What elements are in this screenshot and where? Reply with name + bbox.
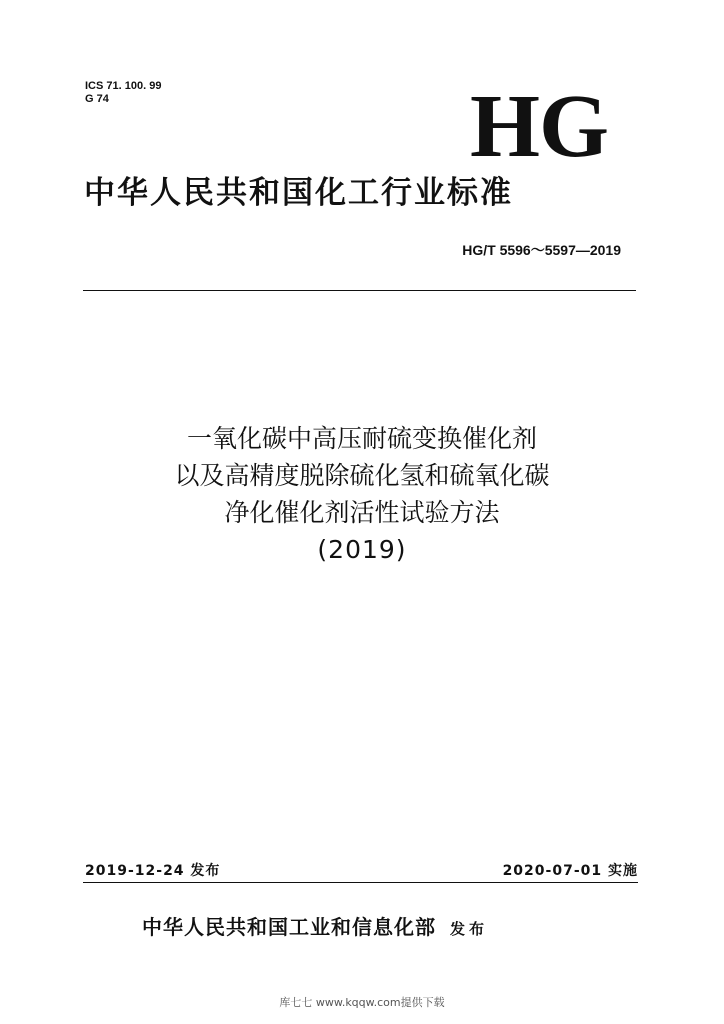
implementation-date: 2020-07-01 实施 bbox=[502, 863, 638, 879]
bottom-divider bbox=[83, 882, 638, 883]
top-divider bbox=[83, 290, 636, 291]
ics-code: ICS 71. 100. 99 bbox=[85, 80, 162, 92]
document-title bbox=[0, 420, 724, 568]
title-year: (2019) bbox=[317, 535, 407, 564]
standard-category-title: 中华人民共和国化工行业标准 bbox=[84, 175, 513, 211]
download-source-footer: 库七七 www.kqqw.com提供下载 bbox=[279, 996, 445, 1009]
issuing-action: 发布 bbox=[450, 920, 489, 938]
hg-logo: HG bbox=[470, 77, 609, 176]
issue-date: 2019-12-24 发布 bbox=[85, 863, 221, 879]
issuing-organization: 中华人民共和国工业和信息化部 bbox=[142, 915, 436, 939]
title-line-2: 以及高精度脱除硫化氢和硫氧化碳 bbox=[174, 461, 550, 490]
classification-codes bbox=[85, 80, 161, 106]
title-line-3: 净化催化剂活性试验方法 bbox=[224, 498, 500, 527]
issuer-line bbox=[142, 914, 488, 942]
title-line-1: 一氧化碳中高压耐硫变换催化剂 bbox=[186, 424, 537, 453]
ccs-code: G 74 bbox=[85, 93, 109, 105]
standard-number: HG/T 5596～5597—2019 bbox=[462, 242, 621, 258]
